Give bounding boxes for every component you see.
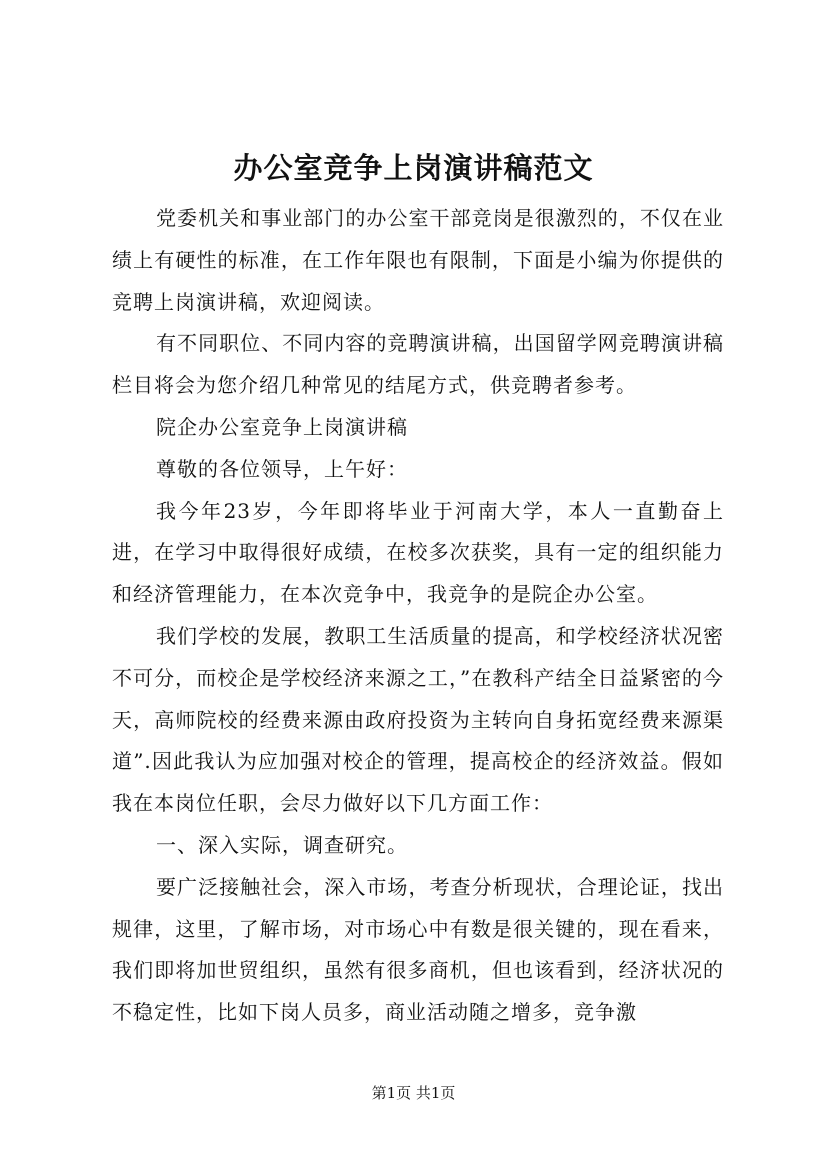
page-footer: 第1页 共1页: [371, 1084, 456, 1102]
paragraph-point-one: 一、深入实际，调查研究。: [156, 832, 408, 857]
paragraph-school-development: 我们学校的发展，教职工生活质量的提高，和学校经济状况密不可分，而校企是学校经济来源之工，”在教科产结全日益紧密的今天，高师院校的经费来源由政府投资为主转向自身拓宽经费来源渠道”.因此我认为应加强对校企的管理，提高校企的经济效益。假如我在本岗位任职，会尽力做好以下几方面工作：: [112, 623, 724, 816]
paragraph-market-research: 要广泛接触社会，深入市场，考查分析现状，合理论证，找出规律，这里，了解市场，对市场心中有数是很关键的，现在看来，我们即将加世贸组织，虽然有很多商机，但也该看到，经济状况的不稳定性，比如下岗人员多，商业活动随之增多，竞争激: [112, 874, 724, 1025]
paragraph-self-intro: 我今年23岁，今年即将毕业于河南大学，本人一直勤奋上进，在学习中取得很好成绩，在校多次获奖，具有一定的组织能力和经济管理能力，在本次竞争中，我竞争的是院企办公室。: [112, 498, 724, 607]
paragraph-intro: 党委机关和事业部门的办公室干部竞岗是很激烈的，不仅在业绩上有硬性的标准，在工作年限也有限制，下面是小编为你提供的竞聘上岗演讲稿，欢迎阅读。: [112, 206, 724, 314]
paragraph-note: 有不同职位、不同内容的竞聘演讲稿，出国留学网竞聘演讲稿栏目将会为您介绍几种常见的结尾方式，供竞聘者参考。: [112, 331, 724, 398]
paragraph-heading: 院企办公室竞争上岗演讲稿: [156, 414, 408, 439]
paragraph-greeting: 尊敬的各位领导，上午好：: [156, 456, 408, 481]
document-title: 办公室竞争上岗演讲稿范文: [233, 151, 594, 185]
document-body: [112, 198, 724, 1034]
